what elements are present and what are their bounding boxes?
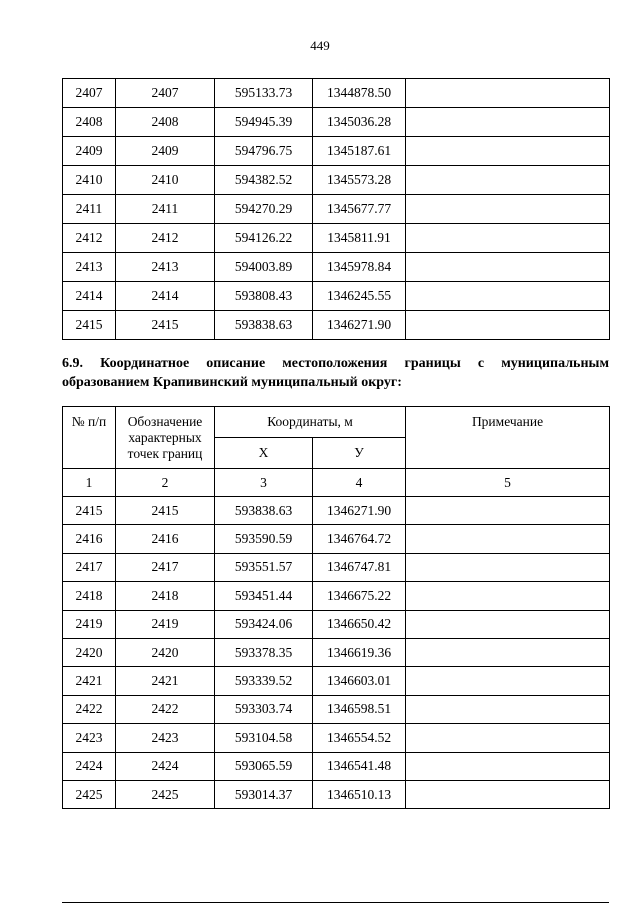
cell-note xyxy=(406,108,610,137)
cell-note xyxy=(406,752,610,780)
cell-y: 1346510.13 xyxy=(313,780,406,808)
column-number: 5 xyxy=(406,469,610,497)
table-row xyxy=(63,195,610,224)
cell-x: 593551.57 xyxy=(215,553,313,581)
coordinates-table-continued xyxy=(62,78,610,340)
cell-note xyxy=(406,137,610,166)
cell-x: 593451.44 xyxy=(215,582,313,610)
table-row xyxy=(63,166,610,195)
table-row xyxy=(63,224,610,253)
header-coordinates: Координаты, м xyxy=(215,407,406,438)
cell-number: 2419 xyxy=(63,610,116,638)
cell-x: 593014.37 xyxy=(215,780,313,808)
cell-number: 2411 xyxy=(63,195,116,224)
table-row xyxy=(63,497,610,525)
footer-divider xyxy=(62,902,609,903)
table-row xyxy=(63,553,610,581)
table-header xyxy=(63,407,610,497)
cell-designation: 2411 xyxy=(116,195,215,224)
cell-note xyxy=(406,282,610,311)
cell-x: 595133.73 xyxy=(215,79,313,108)
cell-x: 594945.39 xyxy=(215,108,313,137)
cell-y: 1346764.72 xyxy=(313,525,406,553)
table-row xyxy=(63,667,610,695)
section-heading: 6.9. Координатное описание местоположения границы с муниципальным образованием Крапивинский муниципальный округ: xyxy=(62,356,609,390)
cell-designation: 2417 xyxy=(116,553,215,581)
cell-note xyxy=(406,497,610,525)
cell-x: 594382.52 xyxy=(215,166,313,195)
table-row xyxy=(63,724,610,752)
page-number: 449 xyxy=(310,38,330,53)
cell-y: 1345573.28 xyxy=(313,166,406,195)
cell-note xyxy=(406,724,610,752)
cell-note xyxy=(406,166,610,195)
table-row xyxy=(63,582,610,610)
cell-note xyxy=(406,695,610,723)
cell-x: 593838.63 xyxy=(215,311,313,340)
cell-designation: 2423 xyxy=(116,724,215,752)
header-x: X xyxy=(215,438,313,469)
cell-x: 593838.63 xyxy=(215,497,313,525)
cell-y: 1345036.28 xyxy=(313,108,406,137)
table-row xyxy=(63,311,610,340)
cell-note xyxy=(406,525,610,553)
header-note: Примечание xyxy=(406,407,610,469)
cell-designation: 2419 xyxy=(116,610,215,638)
cell-note xyxy=(406,553,610,581)
cell-designation: 2422 xyxy=(116,695,215,723)
table-row xyxy=(63,525,610,553)
cell-y: 1346650.42 xyxy=(313,610,406,638)
cell-y: 1344878.50 xyxy=(313,79,406,108)
coordinates-table xyxy=(62,406,610,809)
cell-y: 1346271.90 xyxy=(313,311,406,340)
cell-number: 2409 xyxy=(63,137,116,166)
cell-note xyxy=(406,780,610,808)
cell-x: 594270.29 xyxy=(215,195,313,224)
column-numbers-row xyxy=(63,469,610,497)
cell-number: 2408 xyxy=(63,108,116,137)
table-row xyxy=(63,780,610,808)
cell-y: 1345978.84 xyxy=(313,253,406,282)
cell-number: 2421 xyxy=(63,667,116,695)
cell-designation: 2416 xyxy=(116,525,215,553)
column-number: 4 xyxy=(313,469,406,497)
table-row xyxy=(63,695,610,723)
cell-y: 1346541.48 xyxy=(313,752,406,780)
table-row xyxy=(63,610,610,638)
header-y: У xyxy=(313,438,406,469)
cell-y: 1346619.36 xyxy=(313,638,406,666)
cell-designation: 2424 xyxy=(116,752,215,780)
column-number: 2 xyxy=(116,469,215,497)
cell-designation: 2421 xyxy=(116,667,215,695)
cell-y: 1346747.81 xyxy=(313,553,406,581)
cell-y: 1346598.51 xyxy=(313,695,406,723)
cell-note xyxy=(406,311,610,340)
table-row xyxy=(63,79,610,108)
cell-number: 2410 xyxy=(63,166,116,195)
header-num: № п/п xyxy=(63,407,116,469)
cell-designation: 2409 xyxy=(116,137,215,166)
cell-number: 2416 xyxy=(63,525,116,553)
cell-y: 1345677.77 xyxy=(313,195,406,224)
cell-x: 593590.59 xyxy=(215,525,313,553)
cell-note xyxy=(406,195,610,224)
cell-x: 594126.22 xyxy=(215,224,313,253)
table-row xyxy=(63,282,610,311)
cell-y: 1346603.01 xyxy=(313,667,406,695)
cell-number: 2412 xyxy=(63,224,116,253)
cell-x: 594796.75 xyxy=(215,137,313,166)
header-designation: Обозначение характерных точек границ xyxy=(116,407,215,469)
cell-number: 2415 xyxy=(63,497,116,525)
cell-number: 2417 xyxy=(63,553,116,581)
cell-number: 2413 xyxy=(63,253,116,282)
cell-designation: 2418 xyxy=(116,582,215,610)
cell-designation: 2425 xyxy=(116,780,215,808)
cell-designation: 2407 xyxy=(116,79,215,108)
table-row xyxy=(63,253,610,282)
cell-y: 1346554.52 xyxy=(313,724,406,752)
cell-y: 1345811.91 xyxy=(313,224,406,253)
cell-note xyxy=(406,610,610,638)
table-row xyxy=(63,137,610,166)
cell-y: 1346675.22 xyxy=(313,582,406,610)
table-body xyxy=(63,497,610,809)
cell-designation: 2408 xyxy=(116,108,215,137)
cell-designation: 2414 xyxy=(116,282,215,311)
cell-note xyxy=(406,224,610,253)
cell-designation: 2415 xyxy=(116,311,215,340)
cell-designation: 2420 xyxy=(116,638,215,666)
column-number: 3 xyxy=(215,469,313,497)
cell-designation: 2415 xyxy=(116,497,215,525)
cell-x: 593378.35 xyxy=(215,638,313,666)
cell-number: 2422 xyxy=(63,695,116,723)
cell-y: 1345187.61 xyxy=(313,137,406,166)
table-row xyxy=(63,108,610,137)
cell-note xyxy=(406,79,610,108)
cell-number: 2420 xyxy=(63,638,116,666)
cell-number: 2415 xyxy=(63,311,116,340)
cell-note xyxy=(406,582,610,610)
cell-number: 2407 xyxy=(63,79,116,108)
cell-y: 1346245.55 xyxy=(313,282,406,311)
table-body xyxy=(63,79,610,340)
cell-x: 593303.74 xyxy=(215,695,313,723)
cell-x: 593339.52 xyxy=(215,667,313,695)
cell-note xyxy=(406,638,610,666)
table-row xyxy=(63,638,610,666)
cell-note xyxy=(406,667,610,695)
cell-x: 593065.59 xyxy=(215,752,313,780)
cell-y: 1346271.90 xyxy=(313,497,406,525)
table-row xyxy=(63,752,610,780)
cell-x: 593808.43 xyxy=(215,282,313,311)
cell-number: 2424 xyxy=(63,752,116,780)
cell-x: 593424.06 xyxy=(215,610,313,638)
cell-number: 2414 xyxy=(63,282,116,311)
cell-number: 2425 xyxy=(63,780,116,808)
cell-designation: 2412 xyxy=(116,224,215,253)
cell-number: 2423 xyxy=(63,724,116,752)
cell-designation: 2410 xyxy=(116,166,215,195)
cell-note xyxy=(406,253,610,282)
cell-x: 594003.89 xyxy=(215,253,313,282)
cell-x: 593104.58 xyxy=(215,724,313,752)
cell-designation: 2413 xyxy=(116,253,215,282)
column-number: 1 xyxy=(63,469,116,497)
cell-number: 2418 xyxy=(63,582,116,610)
